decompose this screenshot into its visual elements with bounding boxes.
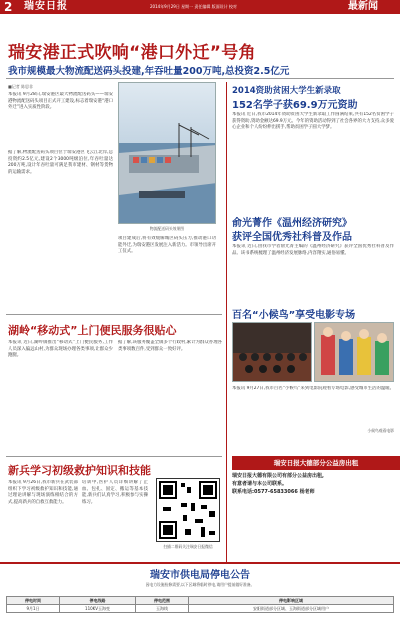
ad-line-1: 瑞安日报大德有限公司有部分公益房出租, (232, 473, 324, 479)
divider (6, 78, 394, 79)
notice-intro: 因电力设施检修需要,以下区域将临时停电,请用户提前做好准备。 (145, 582, 255, 587)
notice-cell: 安阳街道部分区域、玉海街道部分区域用户 (189, 605, 394, 613)
notice-header-range: 停电范围 (135, 597, 188, 605)
qr-code[interactable] (156, 478, 220, 542)
award-subline: 获评全国优秀社科普及作品 (232, 232, 352, 243)
award-body: 本报讯 近日,由我市学者俞光菁主编的《温州经济研究》获评全国优秀社科普及作品。该书系统梳理了温州经济发展脉络,内容翔实,通俗易懂。 (232, 244, 394, 256)
notice-header-time: 停电时间 (7, 597, 60, 605)
notice-header-area: 停电影响区域 (189, 597, 394, 605)
lake-headline: 湖岭“移动式”上门便民服务很贴心 (8, 324, 177, 337)
ad-text (232, 472, 400, 496)
lake-body-1: 本报讯 近日,湖岭镇推出“移动式”上门便民服务,工作人员深入偏远山村,为群众现场办理各类事项,让群众少跑腿。 (8, 340, 113, 358)
audience-image (233, 323, 312, 382)
aid-headline-1: 2014资助贫困大学生新录取 (232, 86, 341, 96)
movie-photo-1 (232, 322, 312, 382)
lead-photo-caption: 物流配送码头效果图 (149, 226, 185, 231)
movie-headline: 百名“小候鸟”享受电影专场 (232, 310, 356, 321)
port-rendering-image (119, 83, 216, 224)
notice-title: 瑞安市供电局停电公告 (150, 570, 250, 581)
table-row (7, 605, 394, 613)
lead-photo (118, 82, 216, 224)
divider (6, 456, 222, 457)
lead-intro: 本报讯 9月28日,瑞安港区最大物流配送码头——瑞安港物流配送码头项目正式开工建设,标志着瑞安港“港口外迁”进入实质性阶段。 (8, 92, 113, 110)
paper-name: 瑞安日报 (24, 1, 68, 12)
section-name: 最新闻 (348, 1, 378, 12)
ad-banner: 瑞安日报大德部分公益房出租 (232, 456, 400, 470)
qr-code-icon (157, 479, 219, 541)
dateline: 2014年9月29日 星期一 责任编辑 版面设计 校对 (150, 4, 237, 9)
lead-body-2: 项目建成后,将有效缓解城区码头压力,推动港口功能外迁,为瑞安港区发展注入新活力。市领导出席开工仪式。 (118, 236, 216, 254)
lead-subhead: 我市规模最大物流配送码头投建,年吞吐量200万吨,总投资2.5亿元 (8, 66, 290, 77)
lead-byline: ■记者 陈思非 (8, 84, 34, 89)
notice-rule (0, 562, 400, 564)
column-rule (226, 82, 227, 562)
newfolk-headline: 新兵学习初级救护知识和技能 (8, 464, 151, 477)
notice-cell: 9月1日 (7, 605, 60, 613)
newfolk-body-2: 培训中,医护人员详细讲解了止血、包扎、固定、搬运等基本技能,新兵们认真学习,积极参与实操练习。 (82, 480, 148, 505)
movie-photo-2 (314, 322, 394, 382)
page-number: 2 (4, 0, 13, 14)
notice-header-line: 停电线路 (60, 597, 136, 605)
lake-body-2: 据了解,该服务覆盖全镇多个行政村,累计为群众办理各类事项数百件,受到群众一致好评。 (118, 340, 222, 352)
movie-body: 本报讯 9月27日,我市百名“小候鸟”来到电影院观看专场电影,感受城市生活的温暖。 (232, 386, 394, 391)
notice-cell: 110KV玉海变 (60, 605, 136, 613)
movie-photo-caption: 小候鸟观看电影 (367, 428, 394, 433)
qr-caption: 扫描二维码关注瑞安日报微信 (163, 544, 213, 549)
children-image (315, 323, 394, 382)
aid-headline-2: 152名学子获69.9万元资助 (232, 100, 358, 111)
notice-cell: 玉海线 (135, 605, 188, 613)
lead-body-1: 据了解,物流配送码头项目位于瑞安港区飞云江北岸,总投资约2.5亿元,建设2个3000吨级泊位,年吞吐量达200万吨,设计年吞吐量可满足我市建材、钢材等货物的运输需求。 (8, 150, 113, 175)
aid-body: 本报讯 近日,我市2014年资助贫困大学生新录取工作圆满结束,共有152名贫困学子获得资助,资助金额达69.9万元。今年的资助活动得到了社会各界的大力支持,众多爱心企业和个人纷纷伸出援手,帮助贫困学子圆大学梦。 (232, 112, 394, 130)
award-headline: 俞光菁作《温州经济研究》 (232, 218, 352, 229)
newfolk-body-1: 本报讯 9月26日,我市新兵在武装部组织下学习初级救护知识和技能,通过理论讲解与现场演练相结合的方式,提高新兵的自救互救能力。 (8, 480, 78, 505)
ad-line-2: 有意者请与本公司联系。 (232, 481, 288, 487)
divider (6, 314, 222, 315)
notice-table (6, 596, 394, 613)
ad-phone: 联系电话:0577-65833066 杨老师 (232, 489, 315, 495)
lead-headline: 瑞安港正式吹响“港口外迁”号角 (8, 43, 256, 63)
